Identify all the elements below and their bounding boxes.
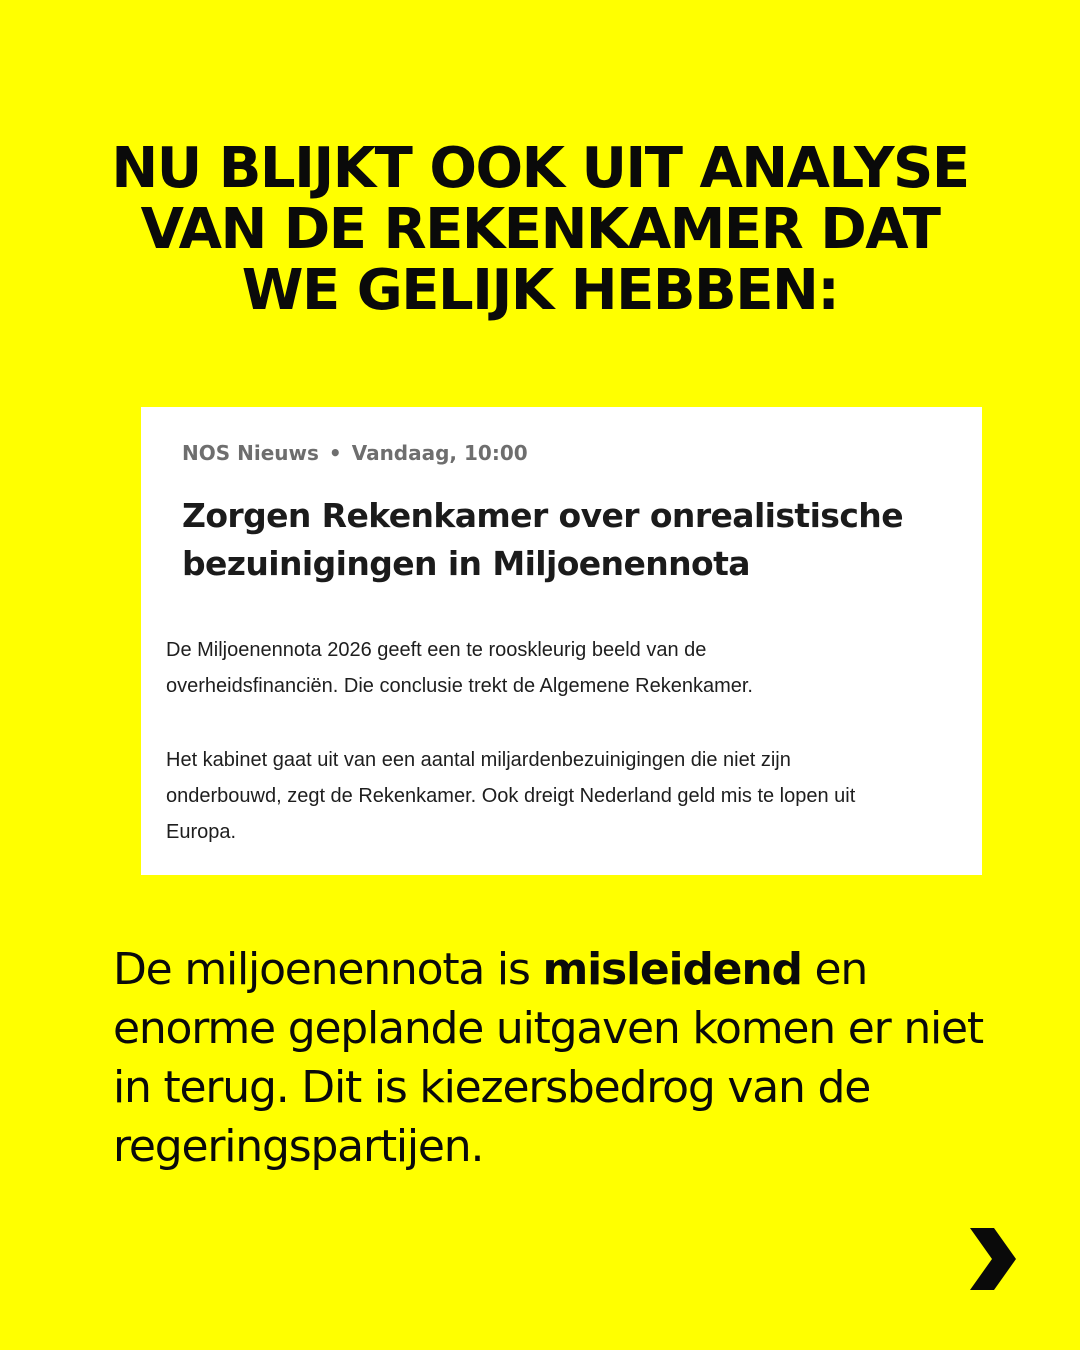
article-source: NOS Nieuws — [182, 441, 319, 465]
paragraph-line: Europa. — [166, 821, 237, 843]
headline-line: VAN DE REKENKAMER DAT — [140, 197, 940, 262]
article-paragraph-1 — [166, 632, 956, 704]
body-text-part: De miljoenennota is — [113, 944, 543, 995]
body-line: regeringspartijen. — [113, 1121, 484, 1172]
body-emphasis: misleidend — [542, 944, 802, 995]
headline-line: WE GELIJK HEBBEN: — [241, 258, 839, 323]
paragraph-line: onderbouwd, zegt de Rekenkamer. Ook dreigt Nederland geld mis te lopen uit — [166, 785, 856, 807]
headline — [60, 138, 1020, 321]
meta-separator: • — [328, 441, 342, 465]
paragraph-line: Het kabinet gaat uit van een aantal miljardenbezuinigingen die niet zijn — [166, 749, 791, 771]
paragraph-line: De Miljoenennota 2026 geeft een te rooskleurig beeld van de — [166, 639, 707, 661]
article-meta — [182, 441, 528, 465]
headline-line: NU BLIJKT OOK UIT ANALYSE — [111, 136, 969, 201]
article-paragraph-2 — [166, 742, 956, 850]
article-title-line: Zorgen Rekenkamer over onrealistische — [182, 496, 903, 535]
body-line — [113, 940, 1013, 999]
body-text-part: en — [801, 944, 868, 995]
body-text — [113, 940, 1013, 1176]
body-line: in terug. Dit is kiezersbedrog van de — [113, 1062, 871, 1113]
article-title-line: bezuinigingen in Miljoenennota — [182, 544, 750, 583]
article-time: Vandaag, 10:00 — [351, 441, 528, 465]
chevron-right-icon — [966, 1226, 1018, 1292]
paragraph-line: overheidsfinanciën. Die conclusie trekt de Algemene Rekenkamer. — [166, 675, 753, 697]
body-line: enorme geplande uitgaven komen er niet — [113, 1003, 983, 1054]
next-slide-button[interactable] — [966, 1226, 1018, 1292]
article-title — [182, 492, 962, 588]
